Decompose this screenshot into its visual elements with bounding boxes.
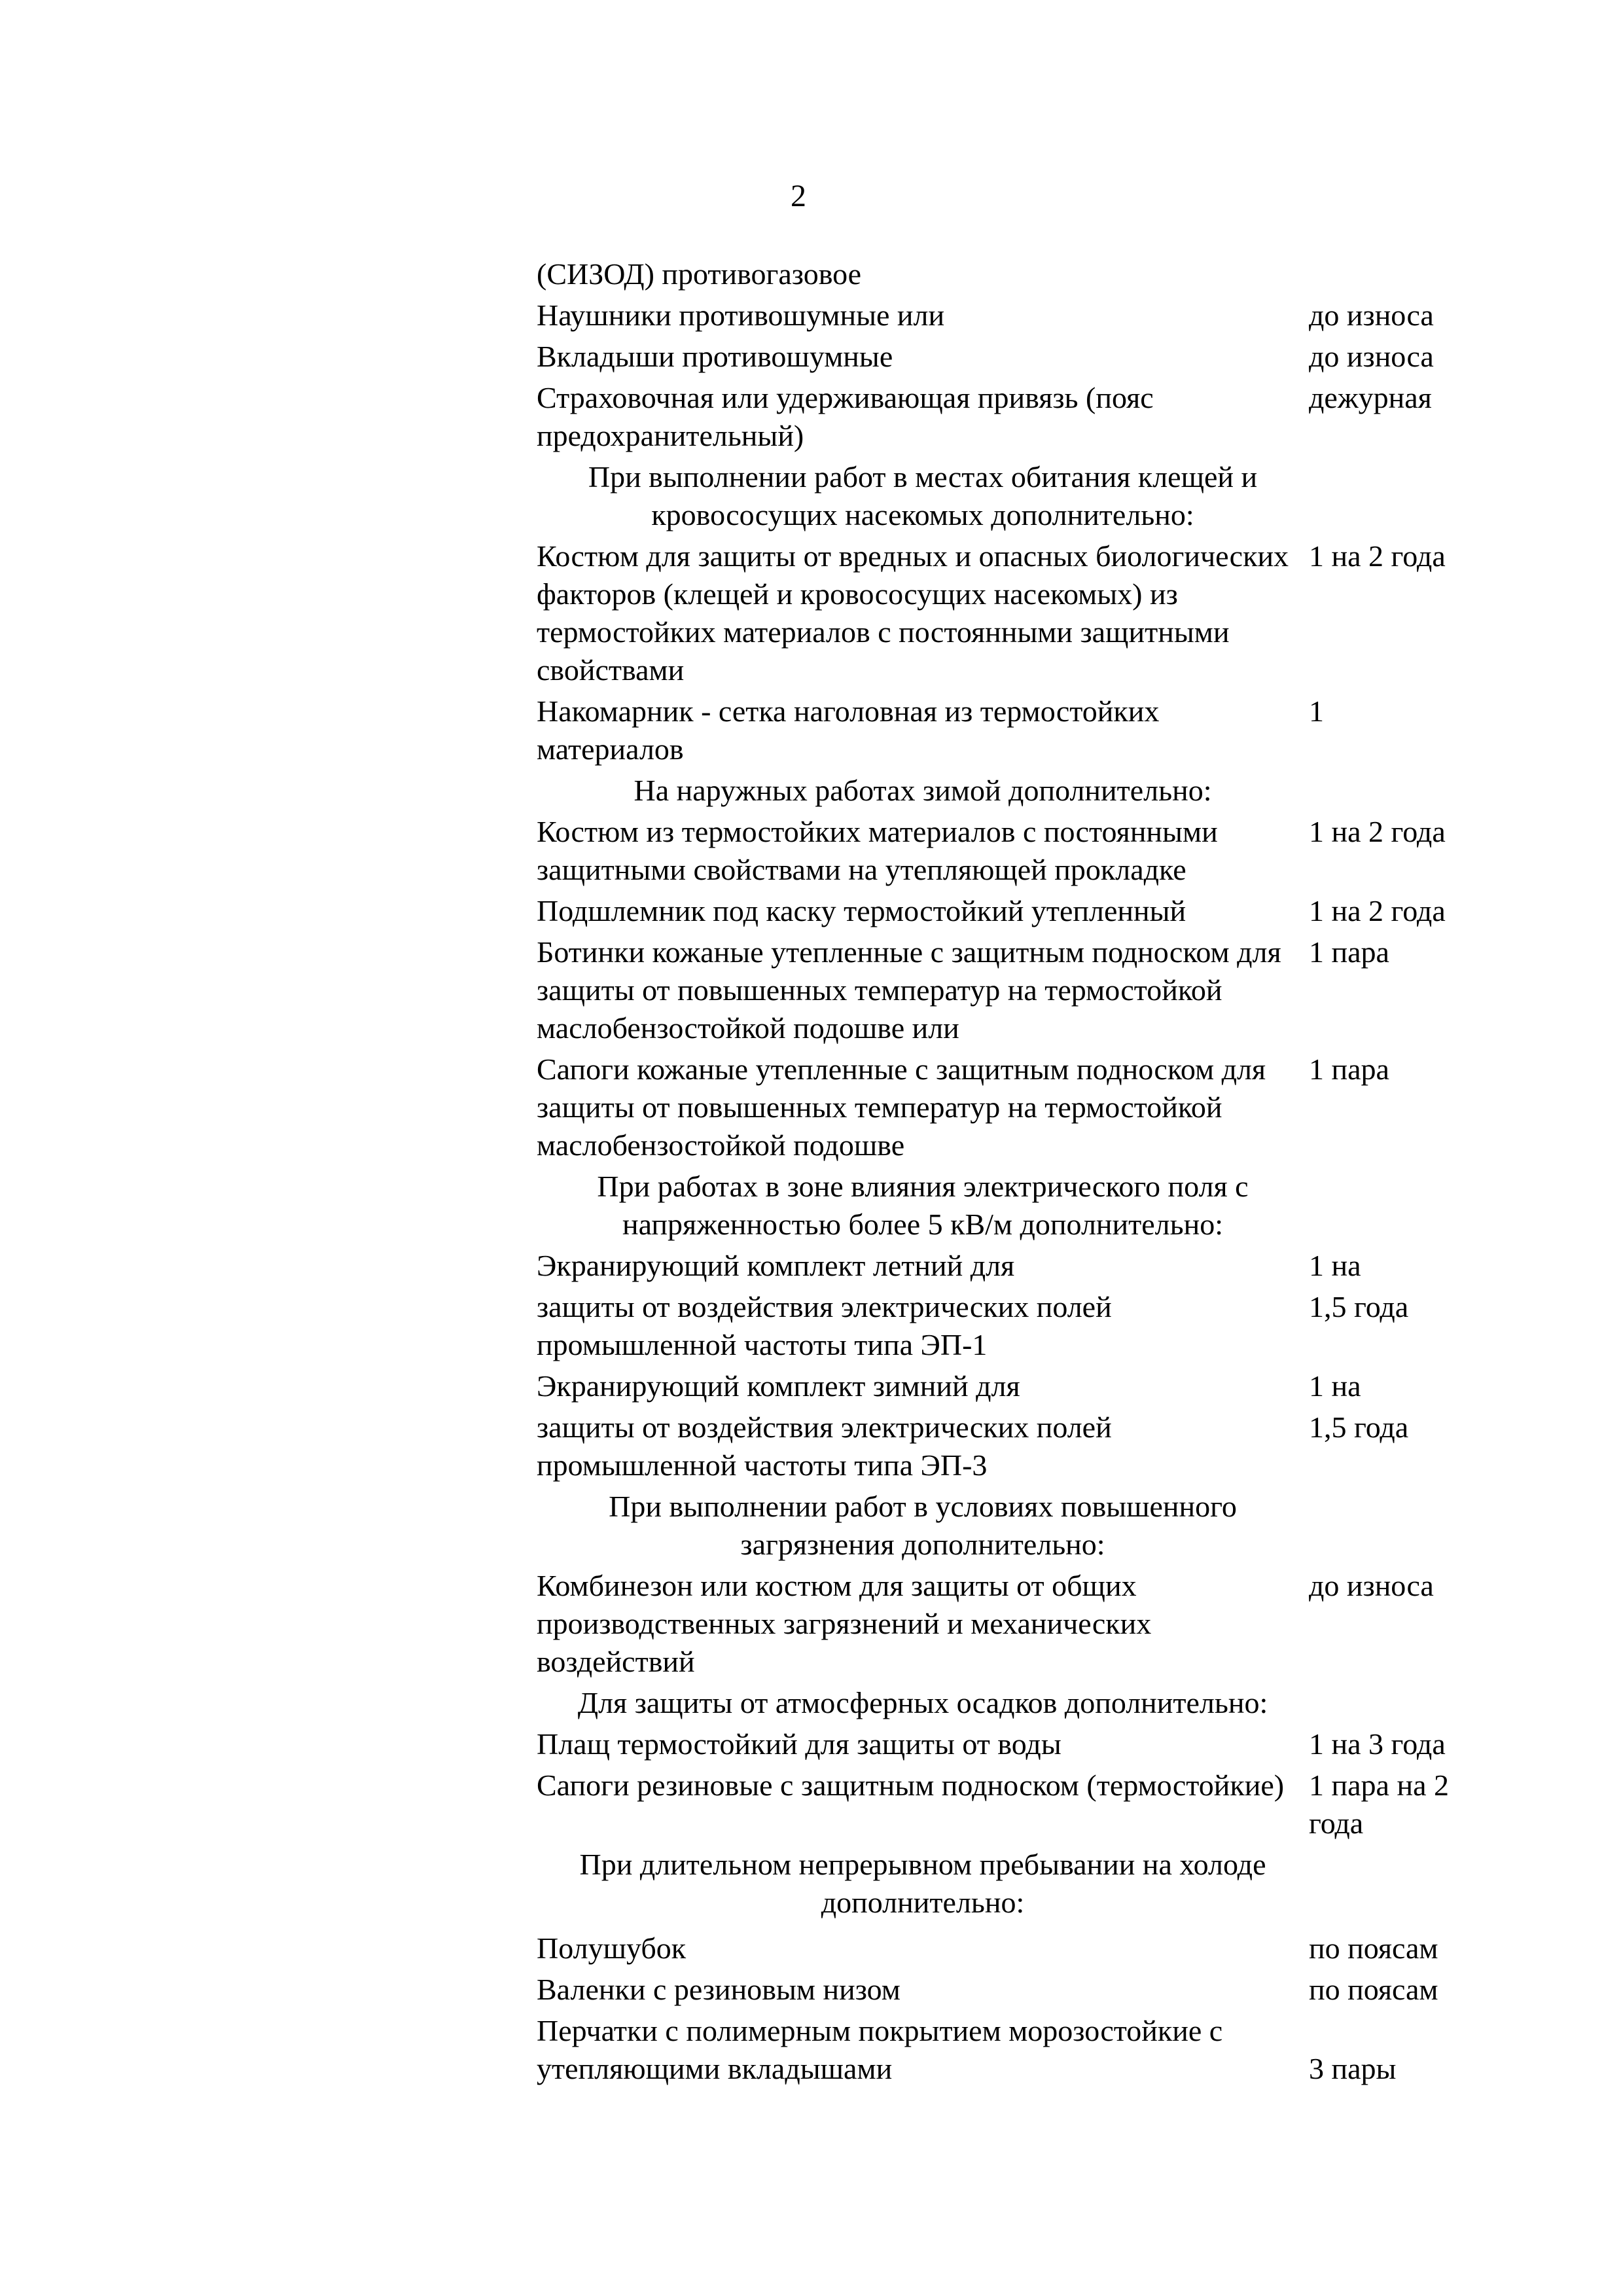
ppe-item-norm: 1 пара на 2 года (1309, 1768, 1449, 1840)
ppe-item-row (537, 1971, 1479, 2009)
ppe-item-row (537, 1247, 1479, 1285)
ppe-item-norm: 3 пары (1309, 2052, 1397, 2085)
ppe-item-name: Подшлемник под каску термостойкий утепленный (537, 894, 1186, 927)
ppe-item-name: защиты от воздействия электрических полей промышленной частоты типа ЭП-1 (537, 1290, 1112, 1361)
ppe-item-norm: дежурная (1309, 381, 1432, 414)
ppe-item-row (537, 1050, 1479, 1164)
ppe-item-norm: до износа (1309, 298, 1434, 332)
ppe-item-row (537, 692, 1479, 768)
ppe-item-name: Экранирующий комплект зимний для (537, 1369, 1020, 1403)
ppe-item-norm: 1 на 2 года (1309, 815, 1446, 848)
ppe-item-norm: 1 на (1309, 1369, 1361, 1403)
section-heading: При работах в зоне влияния электрического поля с напряженностью более 5 кВ/м дополнительно: (597, 1170, 1249, 1241)
ppe-item-name: защиты от воздействия электрических полей промышленной частоты типа ЭП-3 (537, 1410, 1112, 1482)
ppe-item-row (537, 537, 1479, 689)
ppe-item-row (537, 1567, 1479, 1681)
ppe-item-row (537, 296, 1479, 334)
ppe-item-row (537, 1367, 1479, 1405)
ppe-item-name: Страховочная или удерживающая привязь (пояс предохранительный) (537, 381, 1154, 452)
ppe-item-row (537, 1408, 1479, 1484)
ppe-item-norm: 1 на 2 года (1309, 539, 1446, 573)
section-heading: При длительном непрерывном пребывании на холоде дополнительно: (579, 1848, 1266, 1919)
ppe-item-norm: 1 (1309, 694, 1324, 728)
ppe-item-row (537, 1767, 1479, 1842)
ppe-item-row (537, 255, 1479, 293)
section-heading: На наружных работах зимой дополнительно: (633, 774, 1212, 807)
section-heading: При выполнении работ в местах обитания клещей и кровососущих насекомых дополнительно: (588, 460, 1258, 531)
document-body (537, 255, 1479, 2088)
ppe-item-name: Экранирующий комплект летний для (537, 1249, 1015, 1282)
ppe-item-norm: по поясам (1309, 1931, 1438, 1965)
ppe-item-name: (СИЗОД) противогазовое (537, 257, 862, 291)
ppe-item-norm: 1 пара (1309, 1052, 1389, 1086)
ppe-item-row (537, 813, 1479, 889)
section-heading: Для защиты от атмосферных осадков дополнительно: (577, 1686, 1268, 1719)
ppe-item-norm: 1 на 3 года (1309, 1727, 1446, 1761)
ppe-item-name: Плащ термостойкий для защиты от воды (537, 1727, 1061, 1761)
ppe-item-name: Перчатки с полимерным покрытием морозостойкие с утепляющими вкладышами (537, 2014, 1223, 2085)
ppe-item-name: Комбинезон или костюм для защиты от общих производственных загрязнений и механических воздействий (537, 1569, 1152, 1678)
ppe-item-name: Вкладыши противошумные (537, 340, 893, 373)
ppe-item-name: Сапоги резиновые с защитным подноском (термостойкие) (537, 1768, 1285, 1802)
ppe-item-row (537, 933, 1479, 1047)
page-number: 2 (791, 179, 806, 213)
ppe-item-norm: до износа (1309, 340, 1434, 373)
ppe-item-norm: 1 на 2 года (1309, 894, 1446, 927)
ppe-item-name: Полушубок (537, 1931, 687, 1965)
ppe-item-row (537, 1725, 1479, 1763)
ppe-item-norm: 1,5 года (1309, 1290, 1409, 1323)
ppe-item-name: Валенки с резиновым низом (537, 1973, 901, 2006)
ppe-item-norm: 1 на (1309, 1249, 1361, 1282)
ppe-item-row (537, 1929, 1479, 1967)
ppe-item-norm: до износа (1309, 1569, 1434, 1602)
ppe-item-name: Костюм для защиты от вредных и опасных биологических факторов (клещей и кровососущих насекомых) из термостойких материалов с постоянными защитными свойствами (537, 539, 1289, 687)
section-heading: При выполнении работ в условиях повышенного загрязнения дополнительно: (609, 1490, 1237, 1561)
ppe-item-name: Накомарник - сетка наголовная из термостойких материалов (537, 694, 1160, 766)
ppe-item-name: Сапоги кожаные утепленные с защитным подноском для защиты от повышенных температур на термостойкой маслобензостойкой подошве (537, 1052, 1266, 1162)
ppe-item-norm: по поясам (1309, 1973, 1438, 2006)
ppe-item-row (537, 379, 1479, 455)
ppe-item-name: Ботинки кожаные утепленные с защитным подноском для защиты от повышенных температур на термостойкой маслобензостойкой подошве или (537, 935, 1281, 1045)
ppe-item-row (537, 338, 1479, 376)
ppe-item-norm: 1 пара (1309, 935, 1389, 969)
ppe-item-norm: 1,5 года (1309, 1410, 1409, 1444)
ppe-item-row (537, 892, 1479, 930)
ppe-item-row (537, 2012, 1479, 2088)
ppe-item-row (537, 1288, 1479, 1364)
ppe-item-name: Наушники противошумные или (537, 298, 945, 332)
ppe-item-name: Костюм из термостойких материалов с постоянными защитными свойствами на утепляющей прокладке (537, 815, 1218, 886)
